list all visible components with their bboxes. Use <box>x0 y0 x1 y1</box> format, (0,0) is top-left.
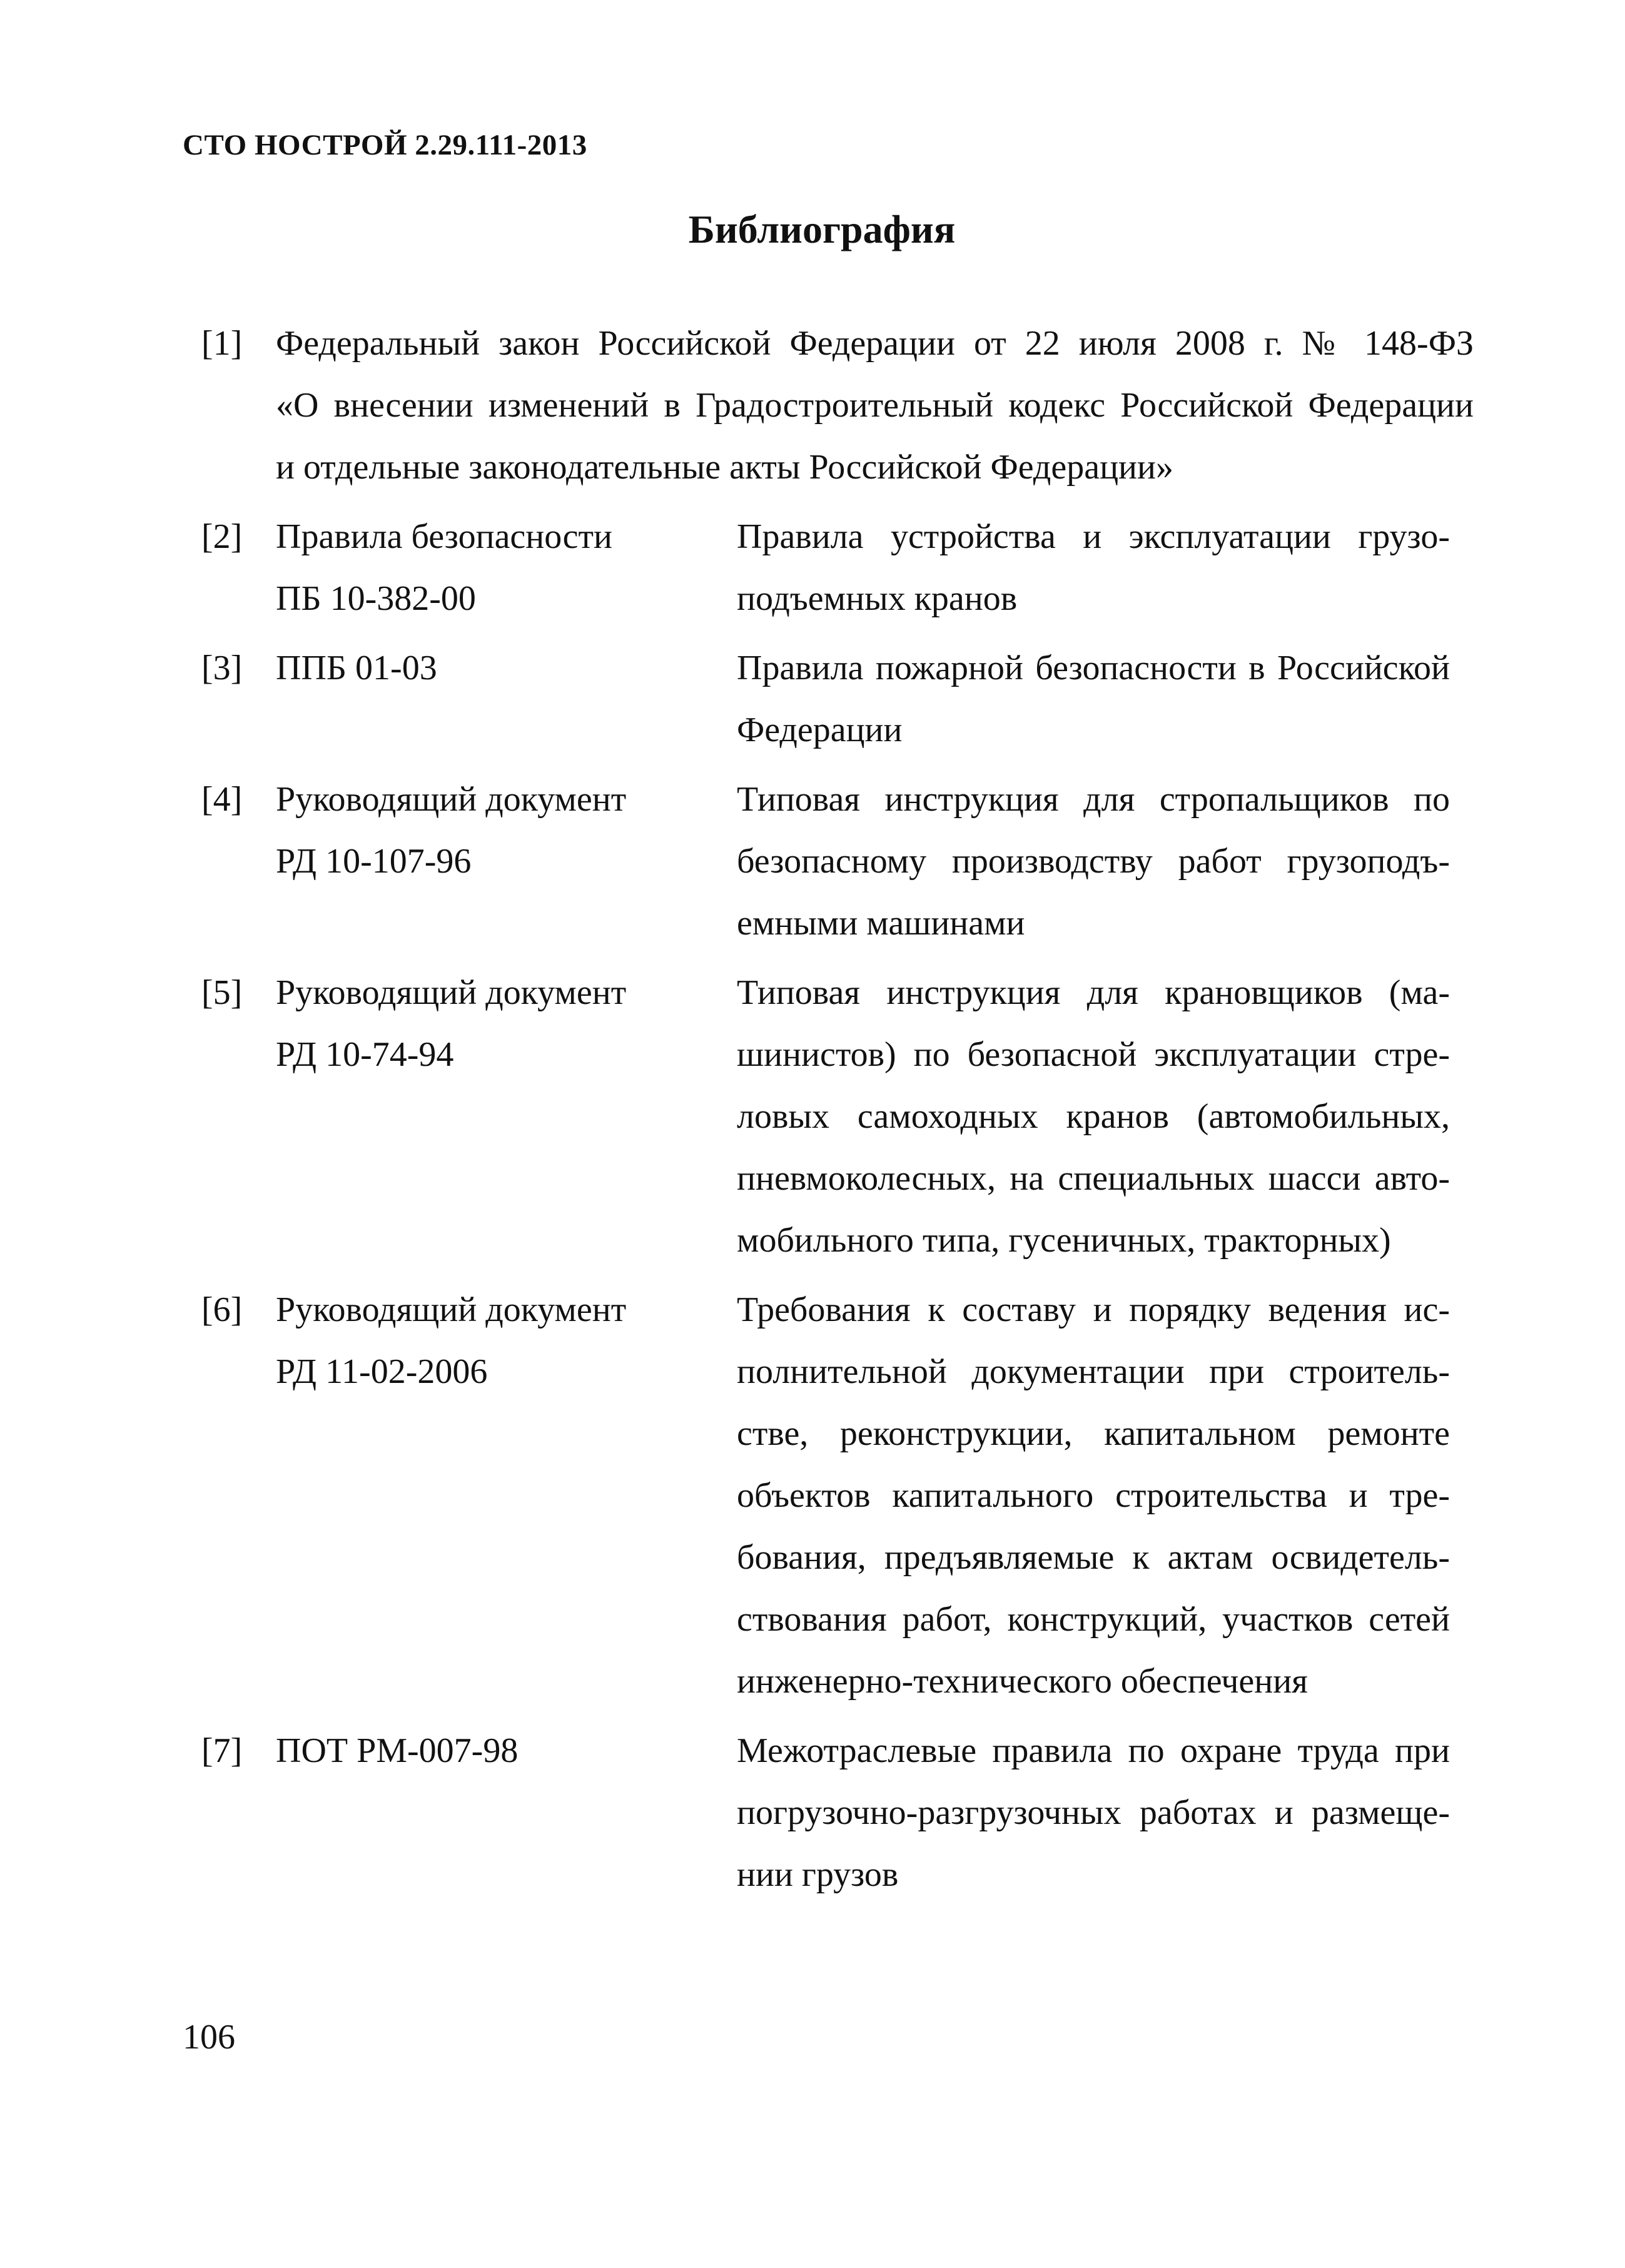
entry-text-line: «О внесении изменений в Градостроительный кодекс Российской Федерации <box>276 386 1474 425</box>
entry-description <box>737 962 1450 1272</box>
entry-number: [7] <box>201 1731 243 1770</box>
entry-description-line: шинистов) по безопасной эксплуатации стре- <box>737 1035 1450 1074</box>
entry-text <box>276 313 1474 499</box>
entry-description-line: объектов капитального строительства и тре- <box>737 1476 1450 1515</box>
entry-description-line: полнительной документации при строитель- <box>737 1352 1450 1391</box>
entry-description-line: ловых самоходных кранов (автомобильных, <box>737 1097 1450 1136</box>
entry-description-line: пневмоколесных, на специальных шасси авто- <box>737 1159 1450 1198</box>
entry-description-line: емными машинами <box>737 904 1025 943</box>
entry-document <box>276 962 737 1272</box>
entry-text-line: Федеральный закон Российской Федерации от 22 июля 2008 г. № 148-ФЗ <box>276 324 1474 363</box>
entry-document-line: РД 10-107-96 <box>276 842 472 881</box>
entry-description-line: погрузочно-разгрузочных работах и размеще- <box>737 1793 1450 1832</box>
bibliography-entry-2 <box>0 506 1625 630</box>
entry-document-line: Руководящий документ <box>276 1290 627 1329</box>
entry-description-line: инженерно-технического обеспечения <box>737 1662 1308 1701</box>
entry-description-line: безопасному производству работ грузоподъ- <box>737 842 1450 881</box>
entry-number: [5] <box>201 973 243 1012</box>
entry-document-line: РД 10-74-94 <box>276 1035 454 1074</box>
entry-description-line: Межотраслевые правила по охране труда при <box>737 1731 1450 1770</box>
entry-document <box>276 506 737 630</box>
entry-document <box>276 637 737 761</box>
entry-document <box>276 1279 737 1713</box>
bibliography-entry-6 <box>0 1279 1625 1713</box>
entry-description-line: Типовая инструкция для крановщиков (ма- <box>737 973 1450 1012</box>
entry-document-line: ПОТ РМ-007-98 <box>276 1731 519 1770</box>
entry-number: [1] <box>201 324 243 363</box>
entry-description-line: Требования к составу и порядку ведения ис- <box>737 1290 1450 1329</box>
entry-number: [3] <box>201 649 243 687</box>
entry-description-line: подъемных кранов <box>737 579 1018 618</box>
page-title: Библиография <box>688 207 956 251</box>
document-code-header: СТО НОСТРОЙ 2.29.111-2013 <box>183 129 587 161</box>
entry-document <box>276 1720 737 1906</box>
entry-description-line: ствования работ, конструкций, участков сетей <box>737 1600 1450 1639</box>
entry-document-line: ПБ 10-382-00 <box>276 579 476 618</box>
entry-description <box>737 637 1450 761</box>
page-number: 106 <box>183 2018 235 2057</box>
entry-document-line: Правила безопасности <box>276 517 612 556</box>
entry-description-line: Правила пожарной безопасности в Российской <box>737 649 1450 687</box>
entry-description-line: нии грузов <box>737 1855 899 1894</box>
entry-document-line: Руководящий документ <box>276 780 627 819</box>
entry-description-line: мобильного типа, гусеничных, тракторных) <box>737 1221 1391 1260</box>
entry-description <box>737 1279 1450 1713</box>
entry-description-line: Правила устройства и эксплуатации грузо- <box>737 517 1450 556</box>
bibliography-entry-3 <box>0 637 1625 761</box>
bibliography-entry-1 <box>0 313 1625 499</box>
entry-document-line: РД 11-02-2006 <box>276 1352 488 1391</box>
entry-document-line: ППБ 01-03 <box>276 649 437 687</box>
bibliography-entry-7 <box>0 1720 1625 1906</box>
entry-text-line: и отдельные законодательные акты Российской Федерации» <box>276 448 1173 487</box>
entry-number: [6] <box>201 1290 243 1329</box>
entry-description-line: стве, реконструкции, капитальном ремонте <box>737 1414 1450 1453</box>
bibliography-entry-4 <box>0 769 1625 954</box>
bibliography-list <box>0 313 1625 1913</box>
entry-document-line: Руководящий документ <box>276 973 627 1012</box>
entry-description <box>737 1720 1450 1906</box>
entry-description-line: Типовая инструкция для стропальщиков по <box>737 780 1450 819</box>
entry-number: [2] <box>201 517 243 556</box>
entry-number: [4] <box>201 780 243 819</box>
entry-description <box>737 769 1450 954</box>
entry-description-line: бования, предъявляемые к актам освидетель- <box>737 1538 1450 1577</box>
entry-document <box>276 769 737 954</box>
entry-description-line: Федерации <box>737 711 903 749</box>
entry-description <box>737 506 1450 630</box>
bibliography-entry-5 <box>0 962 1625 1272</box>
